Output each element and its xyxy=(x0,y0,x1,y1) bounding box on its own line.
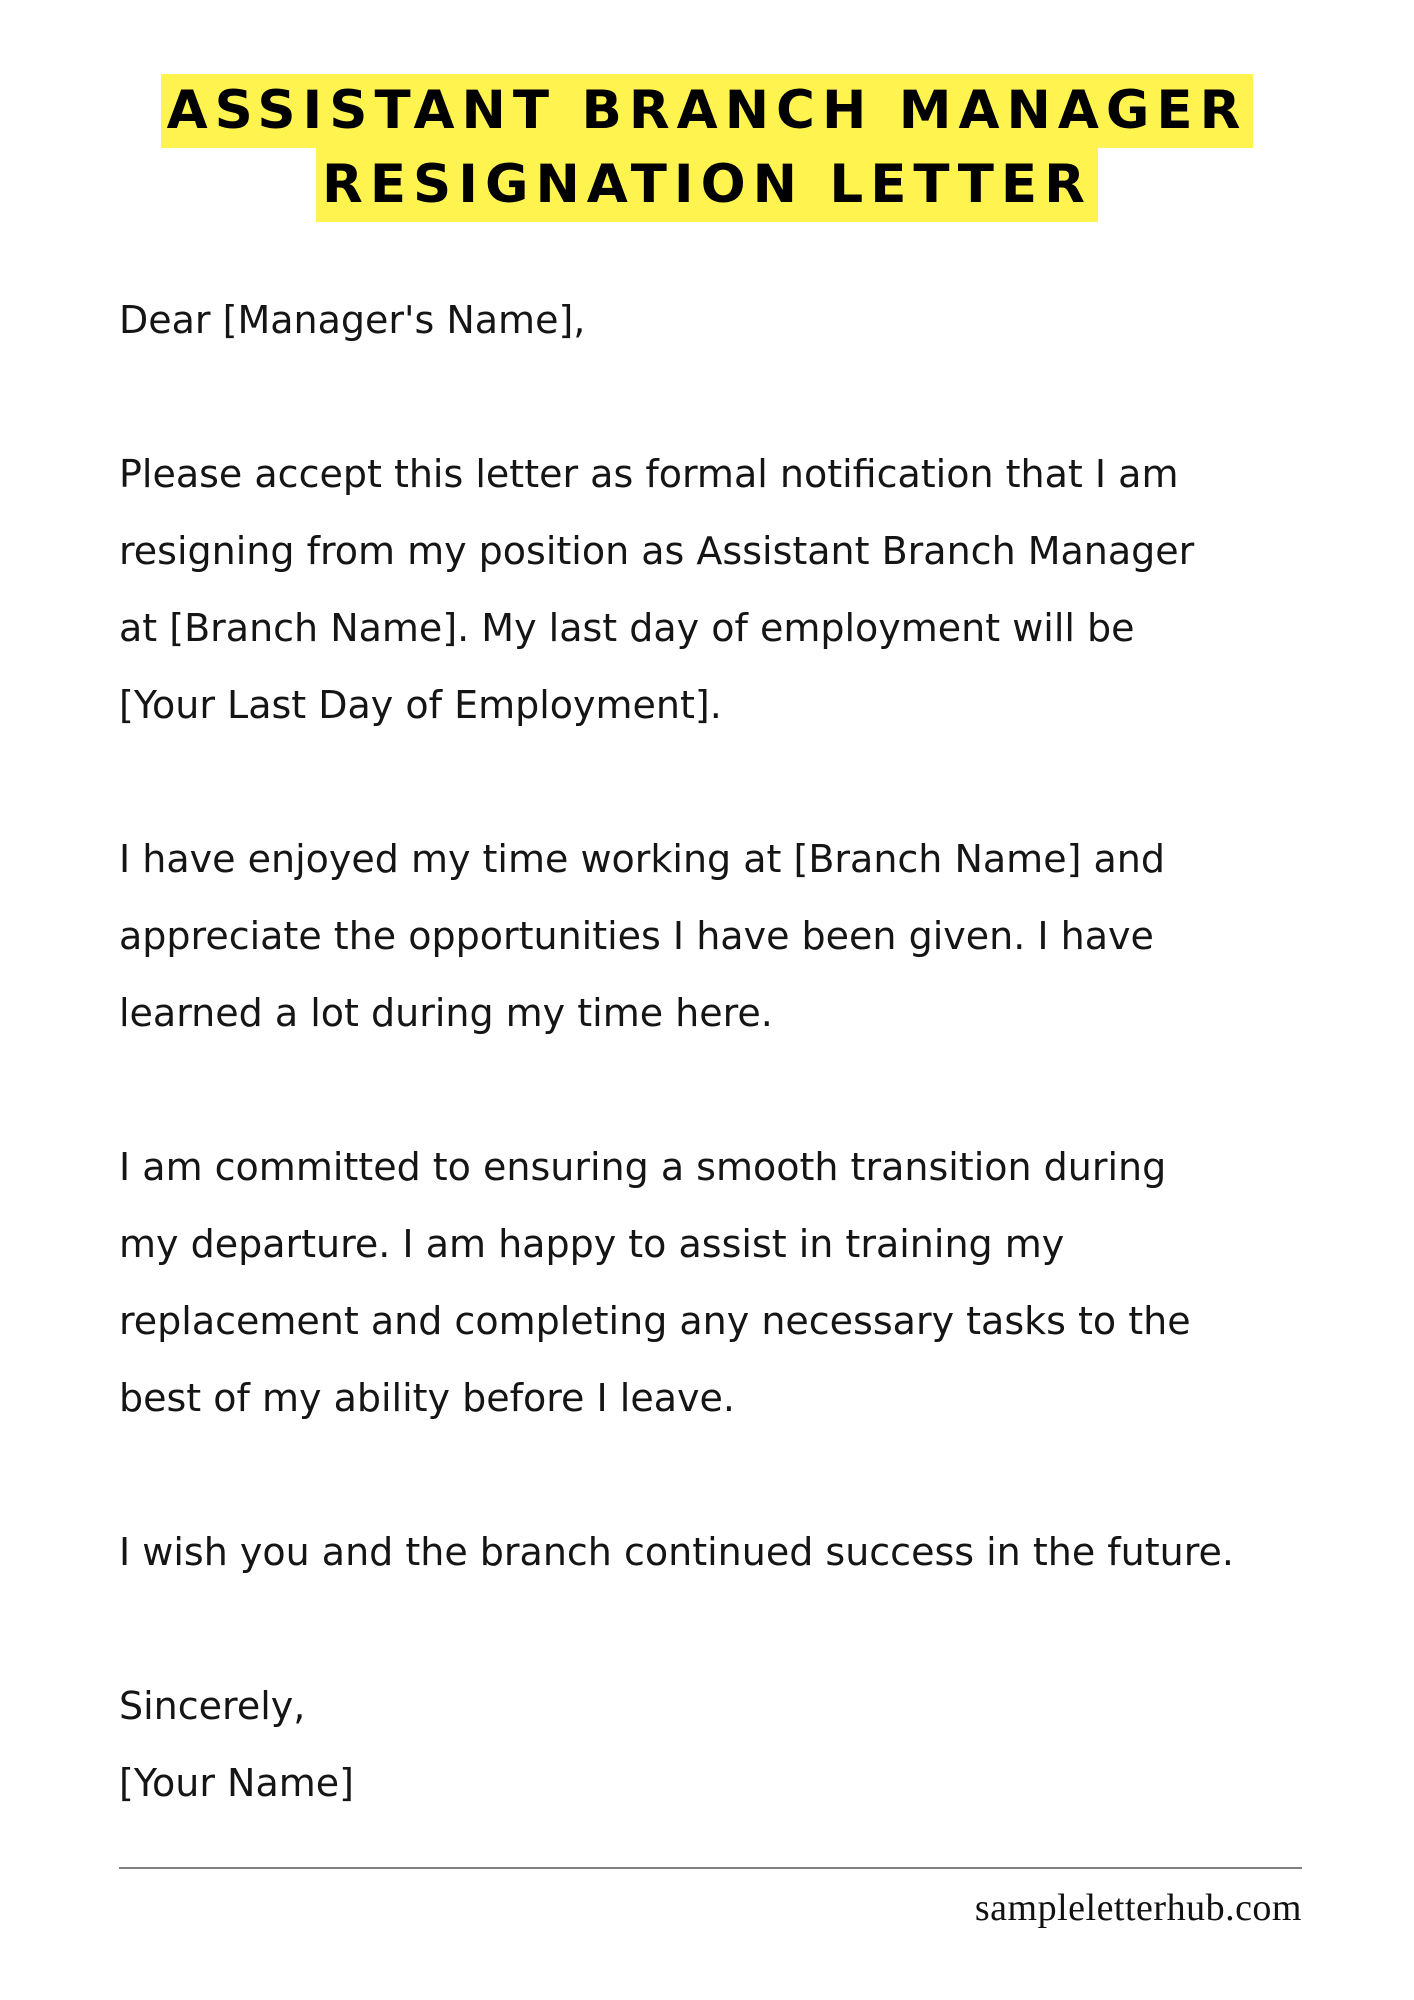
paragraph-notification xyxy=(119,436,1369,744)
paragraph-line: at [Branch Name]. My last day of employment will be xyxy=(119,606,1135,650)
paragraph-transition xyxy=(119,1129,1369,1437)
paragraph-line: best of my ability before I leave. xyxy=(119,1376,735,1420)
title-line-1: ASSISTANT BRANCH MANAGER xyxy=(161,74,1254,148)
paragraph-line: Please accept this letter as formal notification that I am xyxy=(119,452,1179,496)
closing: Sincerely, xyxy=(119,1684,306,1728)
paragraph-line: learned a lot during my time here. xyxy=(119,991,773,1035)
letter-title xyxy=(0,74,1414,222)
paragraph-line: [Your Last Day of Employment]. xyxy=(119,683,722,727)
title-line-2: RESIGNATION LETTER xyxy=(316,148,1098,222)
paragraph-line: I have enjoyed my time working at [Branch Name] and xyxy=(119,837,1165,881)
paragraph-line: replacement and completing any necessary tasks to the xyxy=(119,1299,1191,1343)
paragraph-line: appreciate the opportunities I have been given. I have xyxy=(119,914,1154,958)
paragraph-line: resigning from my position as Assistant Branch Manager xyxy=(119,529,1195,573)
letter-body xyxy=(119,282,1369,1822)
paragraph-line: my departure. I am happy to assist in training my xyxy=(119,1222,1065,1266)
paragraph-line: I wish you and the branch continued success in the future. xyxy=(119,1530,1234,1574)
salutation: Dear [Manager's Name], xyxy=(119,298,586,342)
footer-divider xyxy=(119,1867,1302,1869)
signature: [Your Name] xyxy=(119,1761,354,1805)
footer-website: sampleletterhub.com xyxy=(974,1887,1302,1929)
paragraph-appreciation xyxy=(119,821,1369,1052)
paragraph-wishes xyxy=(119,1514,1369,1591)
paragraph-line: I am committed to ensuring a smooth transition during xyxy=(119,1145,1167,1189)
